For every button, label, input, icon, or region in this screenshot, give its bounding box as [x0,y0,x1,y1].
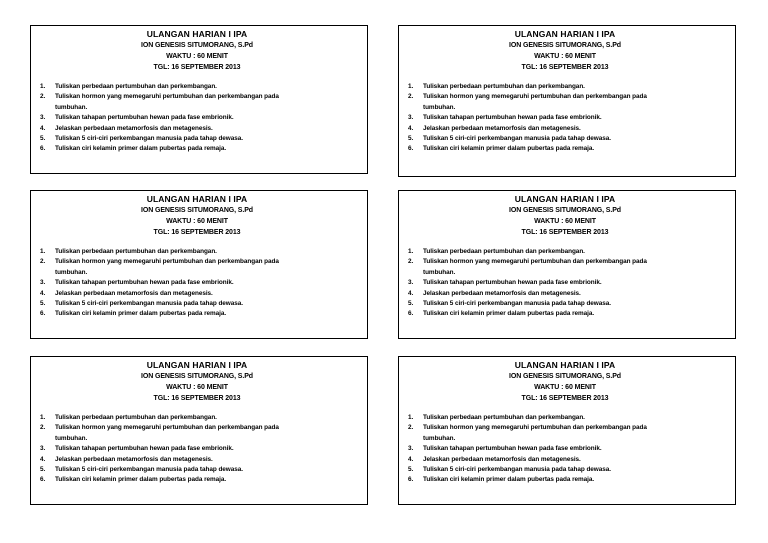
question-item: Tuliskan tahapan pertumbuhan hewan pada fase embrionik. [55,445,234,453]
question-item: Tuliskan perbedaan pertumbuhan dan perkembangan. [55,414,217,421]
question-item: Jelaskan perbedaan metamorfosis dan metagenesis. [423,455,581,463]
question-item: Jelaskan perbedaan metamorfosis dan metagenesis. [55,124,213,132]
question-item: Tuliskan 5 ciri-ciri perkembangan manusia pada tahap dewasa. [423,466,611,474]
exam-card [30,190,368,339]
question-item: Tuliskan perbedaan pertumbuhan dan perkembangan. [55,248,217,255]
question-item: Tuliskan tahapan pertumbuhan hewan pada fase embrionik. [423,114,602,122]
exam-duration: WAKTU : 60 MENIT [166,218,228,225]
teacher-name: ION GENESIS SITUMORANG, S.Pd [509,42,621,49]
question-continuation: tumbuhan. [423,434,456,442]
question-continuation: tumbuhan. [423,268,456,276]
exam-header [37,360,357,404]
exam-card [398,356,736,505]
exam-header [37,194,357,238]
exam-date: TGL: 16 SEPTEMBER 2013 [521,64,609,71]
question-list [405,82,725,155]
exam-card [30,25,368,174]
exam-card [30,356,368,505]
exam-date: TGL: 16 SEPTEMBER 2013 [521,395,609,402]
exam-date: TGL: 16 SEPTEMBER 2013 [153,229,241,236]
exam-duration: WAKTU : 60 MENIT [534,53,596,60]
exam-duration: WAKTU : 60 MENIT [534,218,596,225]
question-item: Tuliskan perbedaan pertumbuhan dan perkembangan. [55,83,217,90]
exam-header [405,194,725,238]
exam-date: TGL: 16 SEPTEMBER 2013 [153,64,241,71]
exam-title: ULANGAN HARIAN I IPA [146,194,248,204]
exam-title: ULANGAN HARIAN I IPA [146,360,248,370]
question-list [405,413,725,486]
question-item: Tuliskan hormon yang memegaruhi pertumbuhan dan perkembangan pada tumbuhan. [55,257,357,278]
question-item: Tuliskan 5 ciri-ciri perkembangan manusia pada tahap dewasa. [55,300,243,308]
question-item: Tuliskan tahapan pertumbuhan hewan pada fase embrionik. [423,279,602,287]
teacher-name: ION GENESIS SITUMORANG, S.Pd [509,373,621,380]
question-item: Tuliskan ciri kelamin primer dalam pubertas pada remaja. [55,145,227,153]
teacher-name: ION GENESIS SITUMORANG, S.Pd [141,207,253,214]
question-list [37,413,357,486]
question-item: Jelaskan perbedaan metamorfosis dan metagenesis. [55,289,213,297]
teacher-name: ION GENESIS SITUMORANG, S.Pd [509,207,621,214]
question-item: Tuliskan tahapan pertumbuhan hewan pada fase embrionik. [423,445,602,453]
question-item: Jelaskan perbedaan metamorfosis dan metagenesis. [55,455,213,463]
question-list [37,247,357,320]
exam-header [37,29,357,73]
question-item: Tuliskan hormon yang memegaruhi pertumbuhan dan perkembangan pada tumbuhan. [55,423,357,444]
exam-duration: WAKTU : 60 MENIT [166,53,228,60]
question-continuation: tumbuhan. [55,103,88,111]
teacher-name: ION GENESIS SITUMORANG, S.Pd [141,42,253,49]
question-continuation: tumbuhan. [55,268,88,276]
question-item: Tuliskan hormon yang memegaruhi pertumbuhan dan perkembangan pada tumbuhan. [55,92,357,113]
exam-card [398,25,736,177]
question-item: Tuliskan 5 ciri-ciri perkembangan manusia pada tahap dewasa. [55,135,243,143]
question-continuation: tumbuhan. [423,103,456,111]
question-continuation: tumbuhan. [55,434,88,442]
exam-date: TGL: 16 SEPTEMBER 2013 [153,395,241,402]
teacher-name: ION GENESIS SITUMORANG, S.Pd [141,373,253,380]
exam-title: ULANGAN HARIAN I IPA [514,29,616,39]
exam-title: ULANGAN HARIAN I IPA [514,360,616,370]
question-item: Tuliskan tahapan pertumbuhan hewan pada fase embrionik. [55,279,234,287]
exam-title: ULANGAN HARIAN I IPA [146,29,248,39]
question-list [37,82,357,155]
question-item: Tuliskan ciri kelamin primer dalam pubertas pada remaja. [423,476,595,484]
exam-header [405,29,725,73]
question-item: Tuliskan hormon yang memegaruhi pertumbuhan dan perkembangan pada tumbuhan. [423,257,725,278]
exam-duration: WAKTU : 60 MENIT [166,384,228,391]
question-item: Tuliskan ciri kelamin primer dalam pubertas pada remaja. [423,310,595,318]
question-item: Jelaskan perbedaan metamorfosis dan metagenesis. [423,289,581,297]
question-item: Tuliskan perbedaan pertumbuhan dan perkembangan. [423,83,585,90]
question-item: Tuliskan ciri kelamin primer dalam pubertas pada remaja. [423,145,595,153]
question-item: Tuliskan hormon yang memegaruhi pertumbuhan dan perkembangan pada tumbuhan. [423,92,725,113]
question-item: Tuliskan perbedaan pertumbuhan dan perkembangan. [423,414,585,421]
question-item: Tuliskan 5 ciri-ciri perkembangan manusia pada tahap dewasa. [55,466,243,474]
exam-card [398,190,736,339]
exam-header [405,360,725,404]
exam-duration: WAKTU : 60 MENIT [534,384,596,391]
question-item: Tuliskan ciri kelamin primer dalam pubertas pada remaja. [55,310,227,318]
question-item: Tuliskan perbedaan pertumbuhan dan perkembangan. [423,248,585,255]
question-item: Tuliskan 5 ciri-ciri perkembangan manusia pada tahap dewasa. [423,135,611,143]
question-item: Tuliskan 5 ciri-ciri perkembangan manusia pada tahap dewasa. [423,300,611,308]
question-item: Tuliskan ciri kelamin primer dalam pubertas pada remaja. [55,476,227,484]
question-item: Tuliskan hormon yang memegaruhi pertumbuhan dan perkembangan pada tumbuhan. [423,423,725,444]
question-item: Tuliskan tahapan pertumbuhan hewan pada fase embrionik. [55,114,234,122]
question-item: Jelaskan perbedaan metamorfosis dan metagenesis. [423,124,581,132]
exam-date: TGL: 16 SEPTEMBER 2013 [521,229,609,236]
exam-title: ULANGAN HARIAN I IPA [514,194,616,204]
question-list [405,247,725,320]
